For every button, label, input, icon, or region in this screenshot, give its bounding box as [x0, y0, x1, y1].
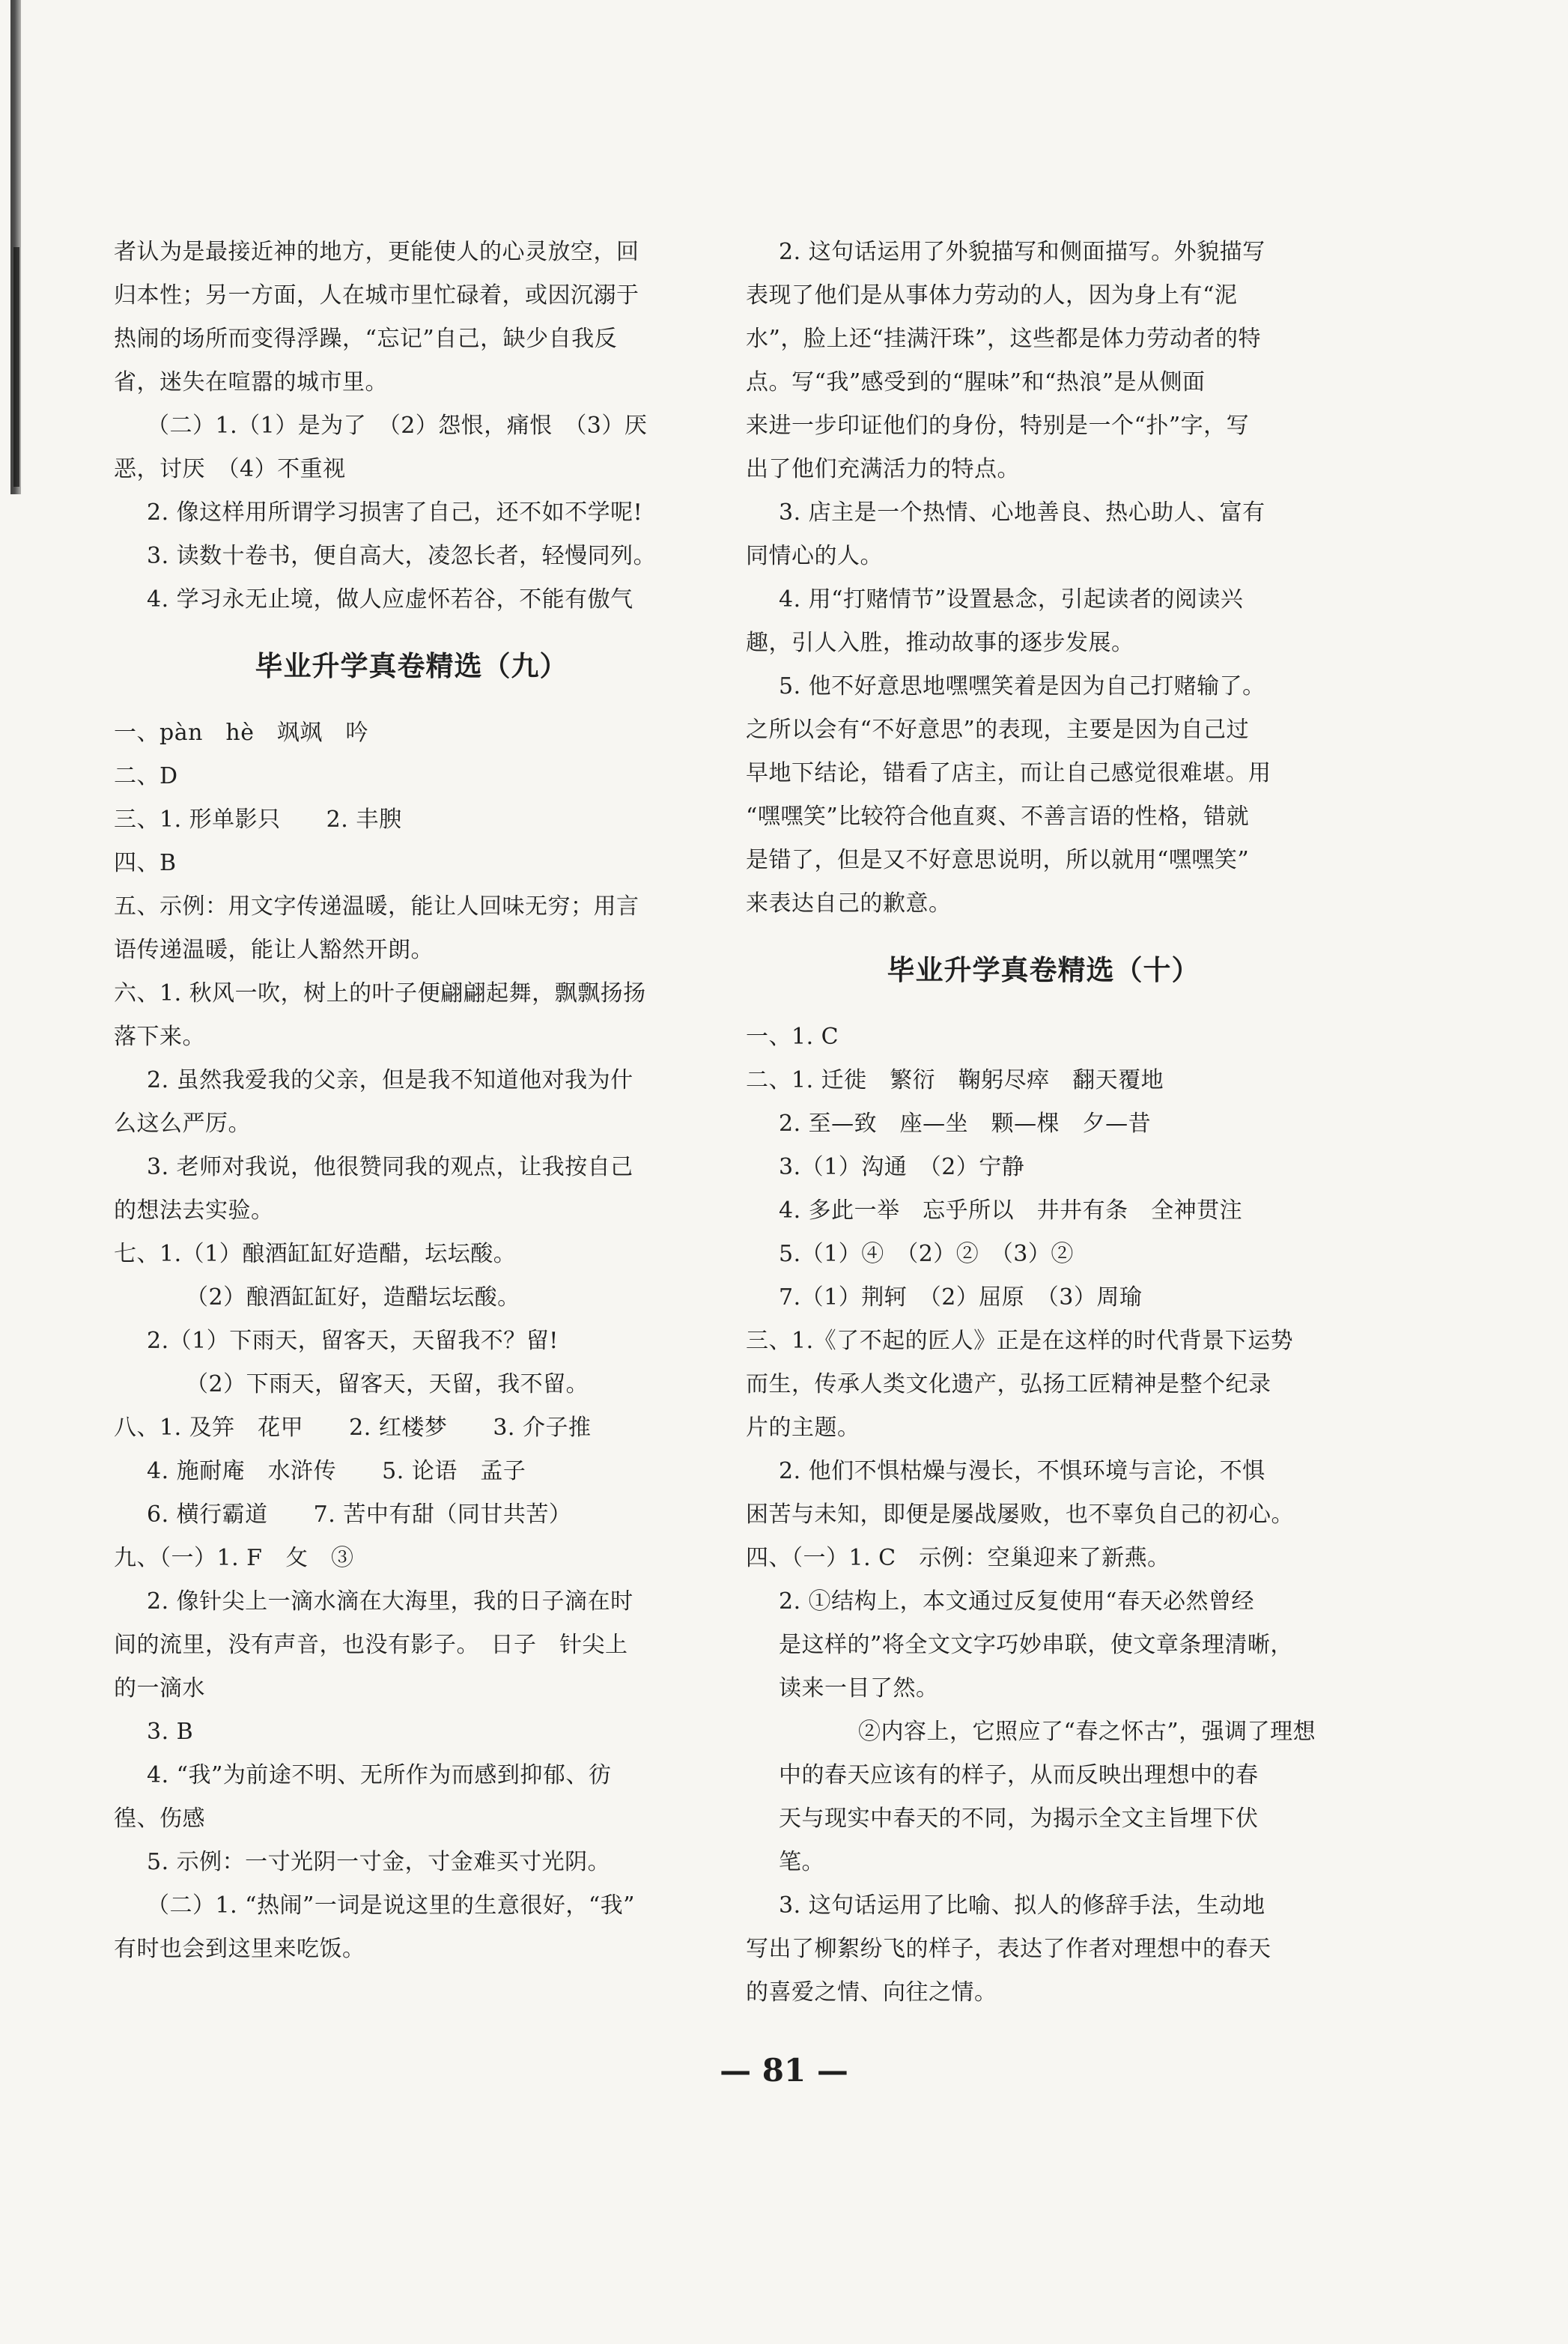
text-line: 写出了柳絮纷飞的样子，表达了作者对理想中的春天	[746, 1936, 1271, 1962]
text-line: 同情心的人。	[746, 543, 883, 569]
text-line: 二、D	[114, 763, 178, 789]
text-line: 7.（1）荆轲 （2）屈原 （3）周瑜	[779, 1284, 1143, 1311]
page-number: — 81 —	[720, 2052, 848, 2089]
text-line: 4. 学习永无止境，做人应虚怀若谷，不能有傲气	[147, 586, 633, 613]
text-line: 间的流里，没有声音，也没有影子。 日子 针尖上	[114, 1632, 628, 1658]
text-line: 三、1. 形单影只 2. 丰腴	[114, 807, 402, 833]
left-column	[114, 231, 709, 1971]
text-line: 3.（1）沟通 （2）宁静	[779, 1154, 1025, 1180]
text-line: 5. 他不好意思地嘿嘿笑着是因为自己打赌输了。	[779, 673, 1265, 699]
text-line: （2）酿酒缸缸好，造醋坛坛酸。	[186, 1284, 520, 1311]
text-line: 2. ①结构上，本文通过反复使用“春天必然曾经	[779, 1588, 1254, 1615]
text-line: 3. 老师对我说，他很赞同我的观点，让我按自己	[147, 1154, 633, 1180]
binding-shadow	[13, 247, 19, 487]
text-line: 的喜爱之情、向往之情。	[746, 1979, 997, 2006]
text-line: 中的春天应该有的样子，从而反映出理想中的春	[779, 1762, 1259, 1788]
text-line: 五、示例：用文字传递温暖，能让人回味无穷；用言	[114, 893, 639, 920]
text-line: 5.（1）④ （2）② （3）②	[779, 1241, 1074, 1267]
text-line: 九、（一）1. F 攵 ③	[114, 1545, 354, 1571]
text-line: 的想法去实验。	[114, 1197, 274, 1224]
text-line: 来表达自己的歉意。	[746, 890, 952, 917]
text-line: 笔。	[779, 1849, 824, 1875]
text-line: 出了他们充满活力的特点。	[746, 456, 1020, 482]
text-line: 4. “我”为前途不明、无所作为而感到抑郁、彷	[147, 1762, 612, 1788]
text-line: 4. 施耐庵 水浒传 5. 论语 孟子	[147, 1458, 526, 1484]
text-line: 热闹的场所而变得浮躁，“忘记”自己，缺少自我反	[114, 326, 618, 352]
text-line: 读来一目了然。	[779, 1675, 939, 1701]
text-line: 3. B	[147, 1719, 194, 1745]
text-line: （2）下雨天，留客天，天留，我不留。	[186, 1371, 589, 1397]
text-line: （二）1.（1）是为了 （2）怨恨，痛恨 （3）厌	[147, 413, 648, 439]
text-line: 2.（1）下雨天，留客天，天留我不？留!	[147, 1328, 559, 1354]
text-line: 语传递温暖，能让人豁然开朗。	[114, 937, 434, 963]
text-line: 2. 这句话运用了外貌描写和侧面描写。外貌描写	[779, 239, 1265, 265]
text-line: “嘿嘿笑”比较符合他直爽、不善言语的性格，错就	[746, 804, 1250, 830]
text-line: 四、B	[114, 850, 177, 876]
text-line: 3. 这句话运用了比喻、拟人的修辞手法，生动地	[779, 1892, 1265, 1919]
text-line: 水”，脸上还“挂满汗珠”，这些都是体力劳动者的特	[746, 326, 1262, 352]
text-line: （二）1. “热闹”一词是说这里的生意很好，“我”	[147, 1892, 636, 1919]
text-line: 片的主题。	[746, 1415, 860, 1441]
right-column	[746, 231, 1341, 2014]
text-line: 七、1.（1）酿酒缸缸好造醋，坛坛酸。	[114, 1241, 517, 1267]
text-line: 趣，引人入胜，推动故事的逐步发展。	[746, 630, 1134, 656]
text-line: 八、1. 及笄 花甲 2. 红楼梦 3. 介子推	[114, 1415, 592, 1441]
text-line: 4. 多此一举 忘乎所以 井井有条 全神贯注	[779, 1197, 1243, 1224]
text-line: 点。写“我”感受到的“腥味”和“热浪”是从侧面	[746, 369, 1206, 395]
text-line: 是这样的”将全文文字巧妙串联，使文章条理清晰，	[779, 1632, 1293, 1658]
text-line: 困苦与未知，即便是屡战屡败，也不辜负自己的初心。	[746, 1502, 1294, 1528]
text-line: 省，迷失在喧嚣的城市里。	[114, 369, 388, 395]
text-line: 4. 用“打赌情节”设置悬念，引起读者的阅读兴	[779, 586, 1244, 613]
text-line: 二、1. 迁徙 繁衍 鞠躬尽瘁 翻天覆地	[746, 1067, 1164, 1093]
text-line: 一、1. C	[746, 1024, 839, 1050]
text-line: 3. 读数十卷书，便自高大，凌忽长者，轻慢同列。	[147, 543, 657, 569]
text-line: 一、pàn hè 飒飒 吟	[114, 720, 368, 746]
text-line: 而生，传承人类文化遗产，弘扬工匠精神是整个纪录	[746, 1371, 1271, 1397]
text-line: 六、1. 秋风一吹，树上的叶子便翩翩起舞，飘飘扬扬	[114, 980, 646, 1006]
text-line: 四、（一）1. C 示例：空巢迎来了新燕。	[746, 1545, 1170, 1571]
text-line: 之所以会有“不好意思”的表现，主要是因为自己过	[746, 717, 1250, 743]
text-line: 归本性；另一方面，人在城市里忙碌着，或因沉溺于	[114, 282, 639, 309]
text-line: 2. 像这样用所谓学习损害了自己，还不如不学呢!	[147, 500, 643, 526]
text-line: 2. 至—致 座—坐 颗—棵 夕—昔	[779, 1111, 1152, 1137]
text-line: 是错了，但是又不好意思说明，所以就用“嘿嘿笑”	[746, 847, 1250, 873]
text-line: 恶，讨厌 （4）不重视	[114, 456, 346, 482]
text-line: 来进一步印证他们的身份，特别是一个“扑”字，写	[746, 413, 1250, 439]
section-title: 毕业升学真卷精选（九）	[255, 650, 568, 682]
text-line: 2. 他们不惧枯燥与漫长，不惧环境与言论，不惧	[779, 1458, 1265, 1484]
section-title: 毕业升学真卷精选（十）	[887, 954, 1200, 986]
text-line: 5. 示例：一寸光阴一寸金，寸金难买寸光阴。	[147, 1849, 611, 1875]
text-line: 者认为是最接近神的地方，更能使人的心灵放空，回	[114, 239, 639, 265]
text-line: 3. 店主是一个热情、心地善良、热心助人、富有	[779, 500, 1265, 526]
text-line: 有时也会到这里来吃饭。	[114, 1936, 365, 1962]
text-line: 徨、伤感	[114, 1806, 205, 1832]
text-line: 2. 虽然我爱我的父亲，但是我不知道他对我为什	[147, 1067, 633, 1093]
text-line: 天与现实中春天的不同，为揭示全文主旨埋下伏	[779, 1806, 1259, 1832]
text-line: 落下来。	[114, 1024, 205, 1050]
text-line: 2. 像针尖上一滴水滴在大海里，我的日子滴在时	[147, 1588, 633, 1615]
text-line: 表现了他们是从事体力劳动的人，因为身上有“泥	[746, 282, 1238, 309]
text-line: 的一滴水	[114, 1675, 205, 1701]
text-line: 早地下结论，错看了店主，而让自己感觉很难堪。用	[746, 760, 1271, 786]
text-line: 么这么严厉。	[114, 1111, 251, 1137]
text-line: ②内容上，它照应了“春之怀古”，强调了理想	[858, 1719, 1316, 1745]
text-line: 三、1.《了不起的匠人》正是在这样的时代背景下运势	[746, 1328, 1294, 1354]
text-line: 6. 横行霸道 7. 苦中有甜（同甘共苦）	[147, 1502, 572, 1528]
